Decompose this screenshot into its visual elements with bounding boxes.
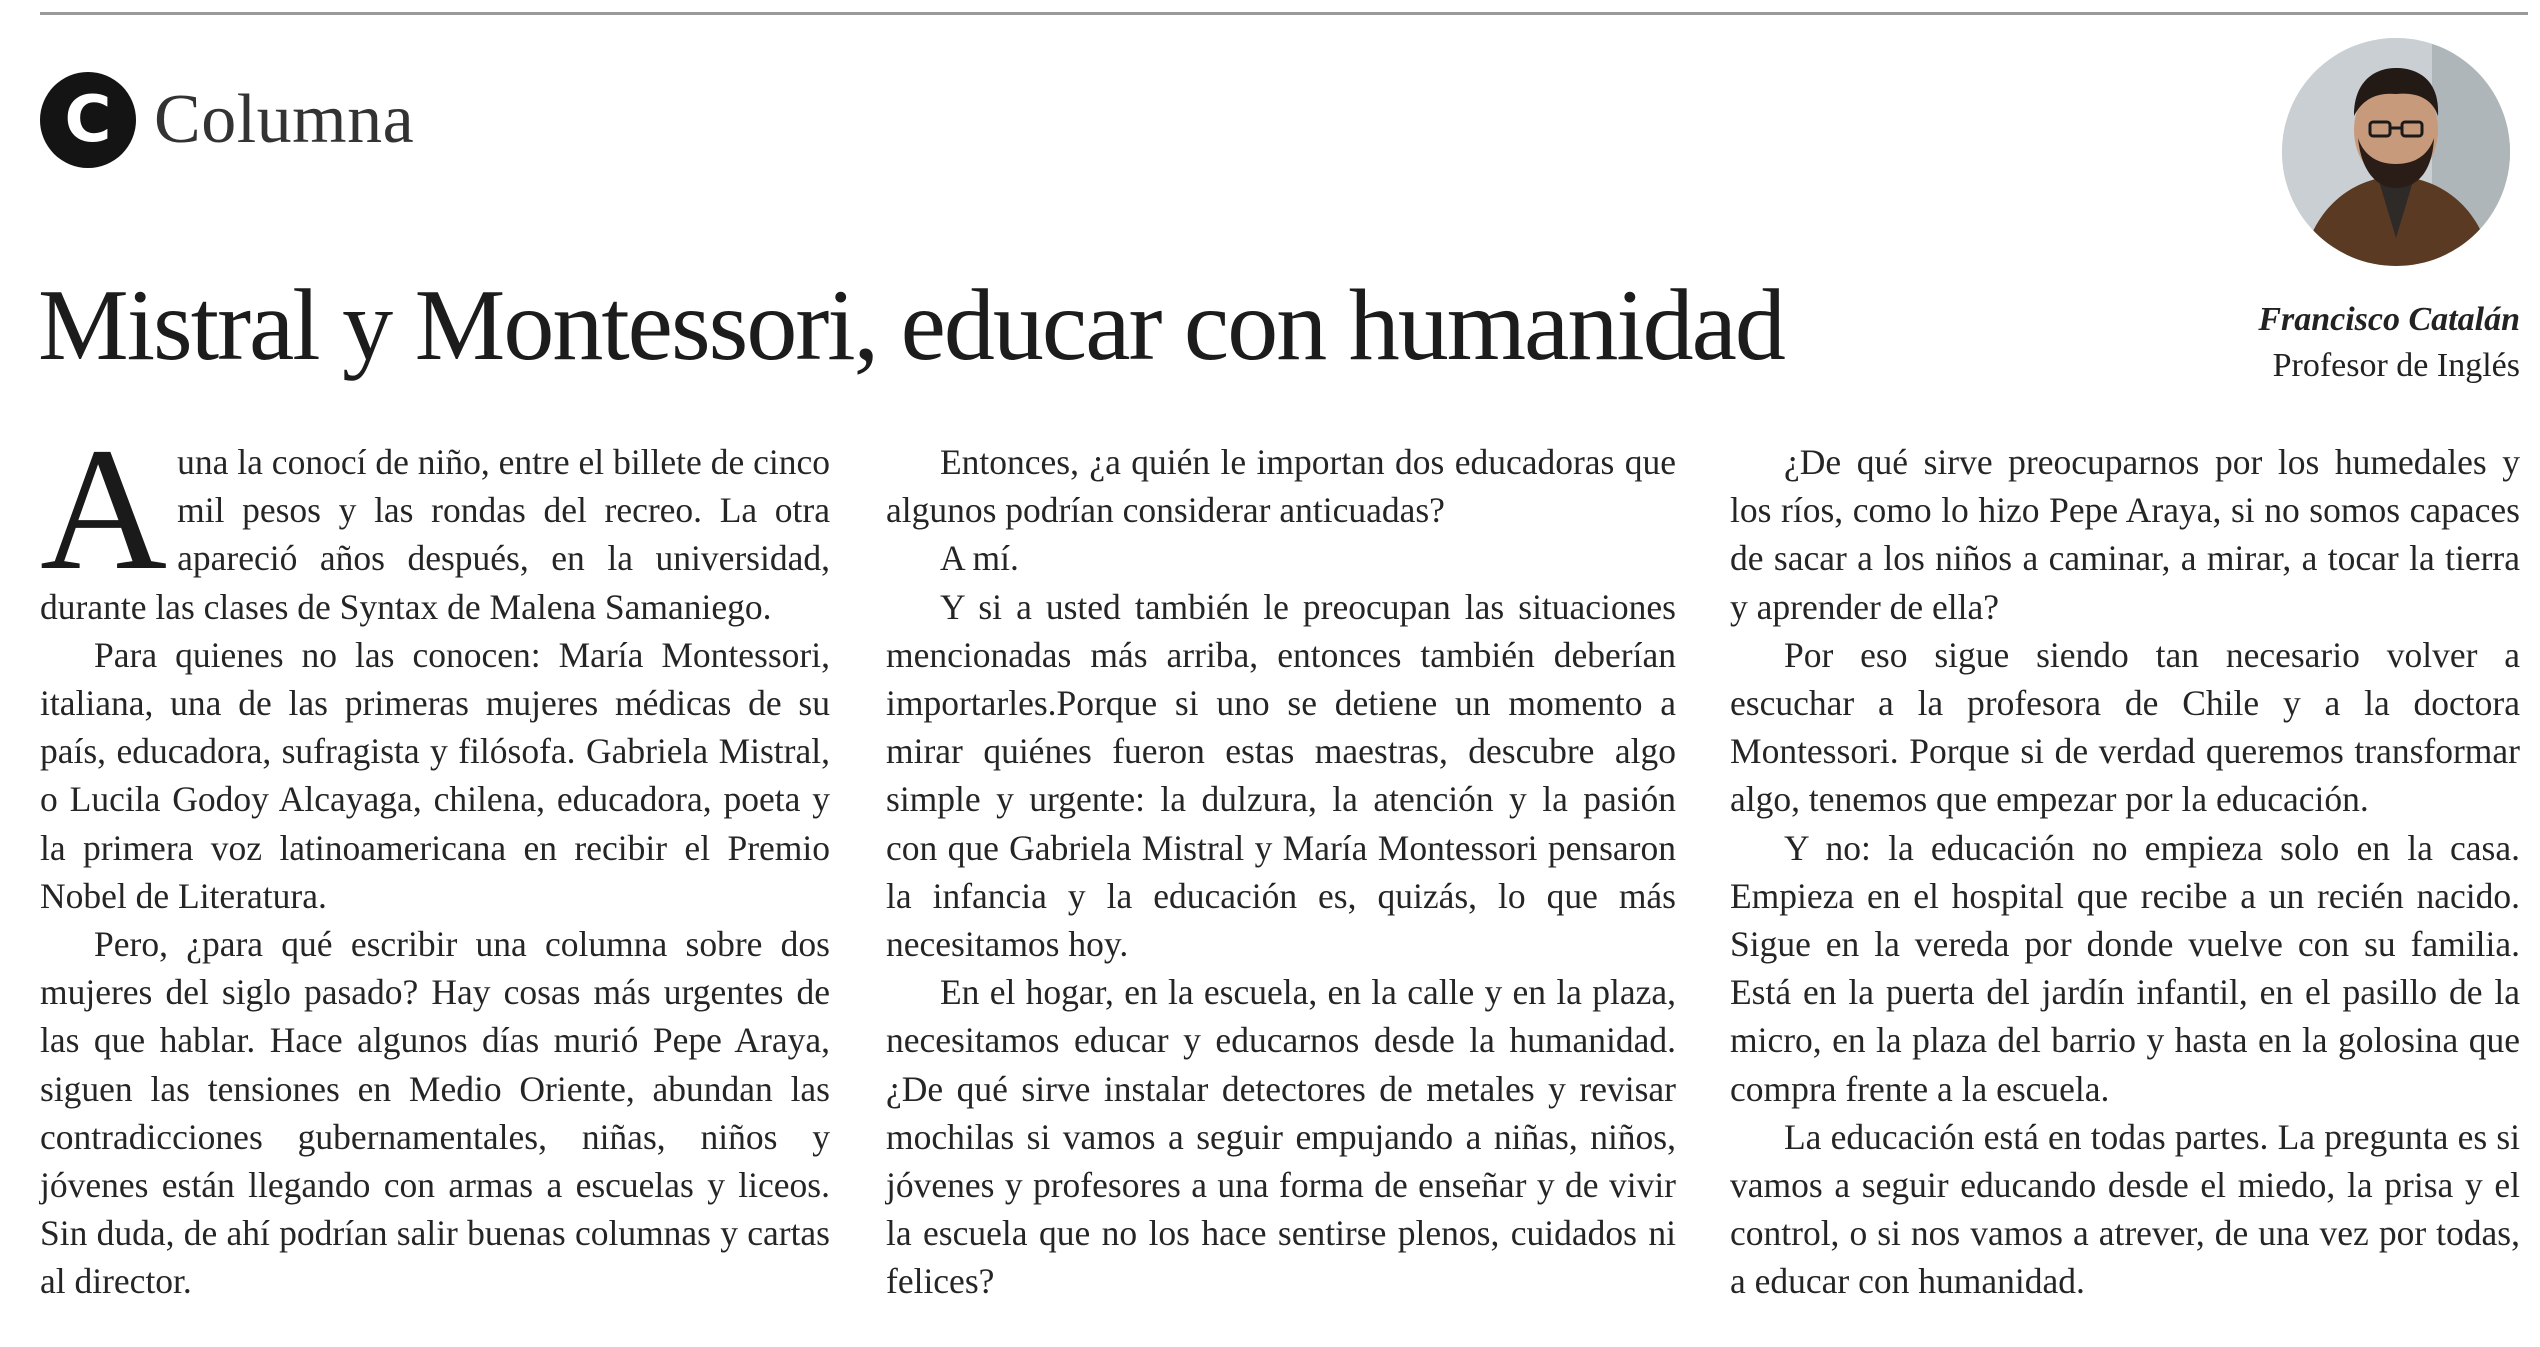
top-rule	[40, 12, 2528, 15]
paragraph: En el hogar, en la escuela, en la calle y en la plaza, necesitamos educar y educarnos desde la humanidad.¿De qué sirve instalar detectores de metales y revisar mochilas si vamos a seguir empujando a niñas, niños, jóvenes y profesores a una forma de enseñar y de vivir la escuela que no los hace sentirse plenos, cuidados ni felices?	[886, 972, 1676, 1302]
drop-cap: A	[40, 412, 168, 607]
paragraph: Por eso sigue siendo tan necesario volver a escuchar a la profesora de Chile y a la doctora Montessori. Porque si de verdad queremos transformar algo, tenemos que empezar por la educación.	[1730, 634, 2520, 820]
article-column-2	[886, 438, 1676, 1306]
author-photo-illustration	[2282, 38, 2510, 266]
paragraph: Y no: la educación no empieza solo en la casa. Empieza en el hospital que recibe a un recién nacido. Sigue en la vereda por donde vuelve con su familia. Está en la puerta del jardín infantil, en el pasillo de la micro, en la plaza del barrio y hasta en la golosina que compra frente a la escuela.	[1730, 827, 2520, 1109]
paragraph: ¿De qué sirve preocuparnos por los humedales y los ríos, como lo hizo Pepe Araya, si no somos capaces de sacar a los niños a caminar, a mirar, a tocar la tierra y aprender de ella?	[1730, 442, 2520, 627]
paragraph: Para quienes no las conocen: María Montessori, italiana, una de las primeras mujeres médicas de su país, educadora, sufragista y filósofa. Gabriela Mistral, o Lucila Godoy Alcayaga, chilena, educadora, poeta y la primera voz latinoamericana en recibir el Premio Nobel de Literatura.	[40, 634, 830, 916]
author-photo	[2282, 38, 2510, 266]
paragraph: La educación está en todas partes. La pregunta es si vamos a seguir educando desde el miedo, la prisa y el control, o si nos vamos a atrever, de una vez por todas, a educar con humanidad.	[1730, 1116, 2520, 1302]
article-column-3	[1730, 438, 2520, 1306]
paragraph: Pero, ¿para qué escribir una columna sobre dos mujeres del siglo pasado? Hay cosas más urgentes de las que hablar. Hace algunos días murió Pepe Araya, siguen las tensiones en Medio Oriente, abundan las contradicciones gubernamentales, niñas, niños y jóvenes están llegando con armas a escuelas y liceos. Sin duda, de ahí podrían salir buenas columnas y cartas al director.	[40, 924, 830, 1302]
section-header	[40, 70, 414, 170]
paragraph: Entonces, ¿a quién le importan dos educadoras que algunos podrían considerar anticuadas?	[886, 442, 1676, 531]
author-role: Profesor de Inglés	[2272, 347, 2520, 385]
article-column-1	[40, 412, 830, 1306]
article-body	[40, 412, 2520, 1318]
section-label: Columna	[154, 81, 415, 158]
author-name: Francisco Catalán	[2258, 301, 2520, 338]
paragraph: una la conocí de niño, entre el billete de cinco mil pesos y las rondas del recreo. La otra apareció años después, en la universidad, durante las clases de Syntax de Malena Samaniego.	[40, 442, 830, 627]
section-badge: C	[40, 72, 136, 168]
paragraph: Y si a usted también le preocupan las situaciones mencionadas más arriba, entonces también deberían importarles.Porque si uno se detiene un momento a mirar quiénes fueron estas maestras, descubre algo simple y urgente: la dulzura, la atención y la pasión con que Gabriela Mistral y María Montessori pensaron la infancia y la educación es, quizás, lo que más necesitamos hoy.	[886, 586, 1676, 965]
article-headline: Mistral y Montessori, educar con humanidad	[38, 269, 1784, 382]
author-byline	[2258, 298, 2520, 390]
paragraph: A mí.	[940, 538, 1019, 579]
